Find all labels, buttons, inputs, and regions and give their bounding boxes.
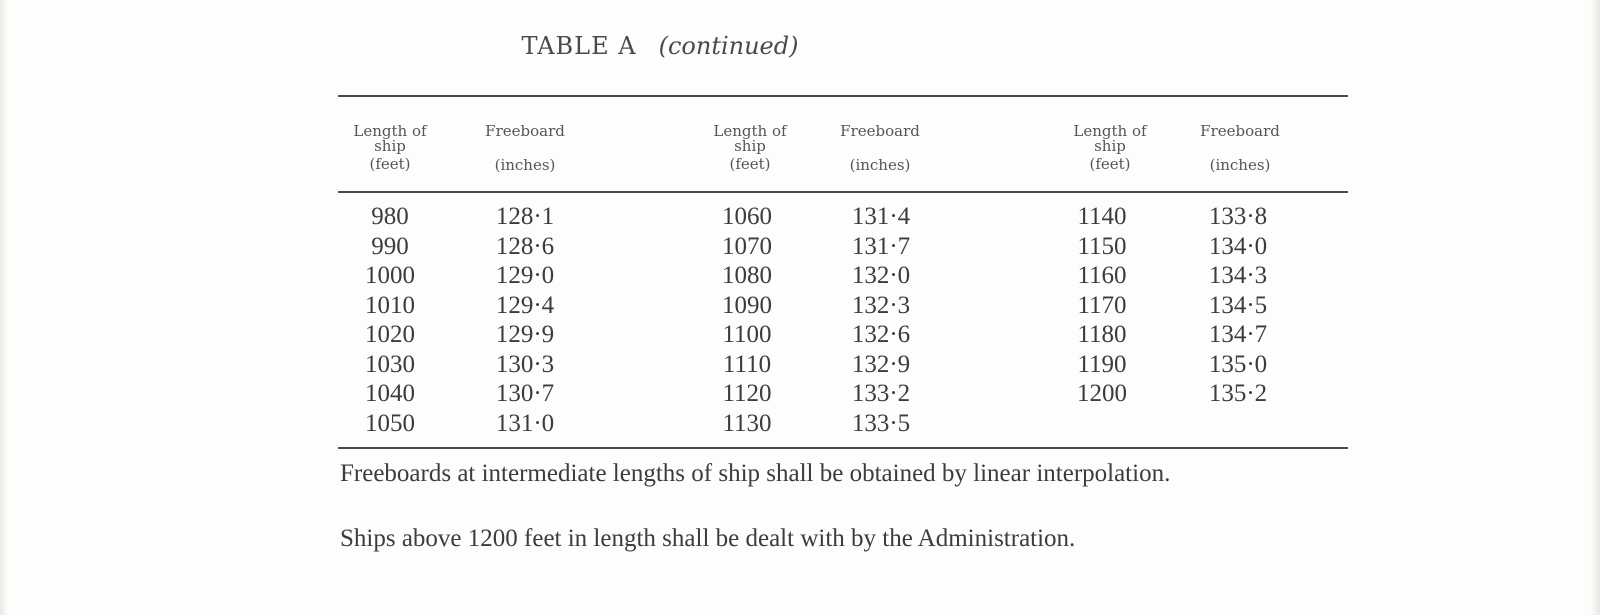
freeboard-cell: 129·9	[495, 321, 555, 348]
header-freeboard-1	[470, 124, 580, 173]
freeboard-cell: 132·6	[851, 321, 911, 348]
freeboard-cell: 132·0	[851, 262, 911, 289]
header-length-3	[1060, 124, 1160, 172]
length-cell: 980	[371, 203, 409, 230]
length-cell: 1080	[722, 262, 772, 289]
header-line: (feet)	[369, 155, 411, 173]
header-line: Length of	[713, 122, 787, 140]
header-line: Length of	[1073, 122, 1147, 140]
header-line: (feet)	[729, 155, 771, 173]
length-cell: 1170	[1077, 291, 1127, 319]
header-line: (inches)	[494, 156, 556, 174]
length-cell: 1040	[365, 380, 415, 407]
header-line: (feet)	[1089, 155, 1131, 173]
freeboard-cell: 134·0	[1208, 232, 1268, 260]
freeboard-cell: 129·4	[495, 291, 555, 319]
freeboard-cell: 131·7	[851, 232, 911, 260]
length-cell: 1190	[1077, 350, 1127, 378]
header-freeboard-2	[825, 124, 935, 173]
length-cell: 990	[371, 232, 409, 260]
header-rule	[338, 191, 1348, 193]
length-cell: 1010	[365, 291, 415, 319]
scan-edge-left	[0, 0, 8, 615]
header-line: Length of	[353, 122, 427, 140]
header-line: Freeboard	[1200, 122, 1280, 140]
header-freeboard-3	[1185, 124, 1295, 173]
table-title-continued: (continued)	[658, 32, 799, 60]
length-cell: 1110	[722, 350, 772, 378]
freeboard-cell: 131·0	[495, 409, 555, 437]
freeboard-cell: 133·8	[1208, 203, 1268, 230]
length-cell: 1020	[365, 321, 415, 348]
length-cell: 1000	[365, 262, 415, 289]
freeboard-cell: 128·1	[495, 203, 555, 230]
length-cell: 1150	[1077, 232, 1127, 260]
length-cell: 1130	[722, 409, 772, 437]
header-line: ship	[1094, 137, 1126, 155]
freeboard-cell: 130·3	[495, 350, 555, 378]
top-rule	[338, 95, 1348, 97]
header-line: Freeboard	[840, 122, 920, 140]
freeboard-cell: 130·7	[495, 380, 555, 407]
table-title-main: TABLE A	[521, 32, 637, 60]
freeboard-column-3	[1183, 202, 1293, 409]
header-length-1	[345, 124, 435, 172]
freeboard-cell: 129·0	[495, 262, 555, 289]
table-title	[0, 32, 1320, 60]
length-cell: 1140	[1077, 203, 1127, 230]
length-cell: 1160	[1077, 262, 1127, 289]
header-line: ship	[734, 137, 766, 155]
length-cell: 1060	[722, 203, 772, 230]
freeboard-column-2	[826, 202, 936, 438]
header-line: ship	[374, 137, 406, 155]
freeboard-cell: 132·9	[851, 350, 911, 378]
freeboard-column-1	[470, 202, 580, 438]
bottom-rule	[338, 447, 1348, 449]
freeboard-cell: 132·3	[851, 291, 911, 319]
length-cell: 1030	[365, 350, 415, 378]
freeboard-cell: 135·0	[1208, 350, 1268, 378]
length-cell: 1050	[365, 409, 415, 437]
note-administration: Ships above 1200 feet in length shall be dealt with by the Administration.	[340, 525, 1076, 552]
freeboard-cell: 133·5	[851, 409, 911, 437]
header-line: (inches)	[1209, 156, 1271, 174]
freeboard-cell: 134·5	[1208, 291, 1268, 319]
header-length-2	[700, 124, 800, 172]
header-line: Freeboard	[485, 122, 565, 140]
length-column-2	[692, 202, 802, 438]
note-interpolation: Freeboards at intermediate lengths of ship shall be obtained by linear interpolation.	[340, 460, 1171, 487]
length-column-3	[1047, 202, 1157, 409]
scan-edge-right	[1590, 0, 1600, 615]
freeboard-cell: 135·2	[1208, 380, 1268, 407]
freeboard-cell: 128·6	[495, 232, 555, 260]
length-cell: 1070	[722, 232, 772, 260]
length-column-1	[335, 202, 445, 438]
length-cell: 1180	[1077, 321, 1127, 348]
header-line: (inches)	[849, 156, 911, 174]
length-cell: 1100	[722, 321, 772, 348]
length-cell: 1090	[722, 291, 772, 319]
length-cell: 1120	[722, 380, 772, 407]
length-cell: 1200	[1077, 380, 1127, 407]
freeboard-cell: 131·4	[851, 203, 911, 230]
freeboard-cell: 133·2	[851, 380, 911, 407]
freeboard-cell: 134·3	[1208, 262, 1268, 289]
freeboard-cell: 134·7	[1208, 321, 1268, 348]
